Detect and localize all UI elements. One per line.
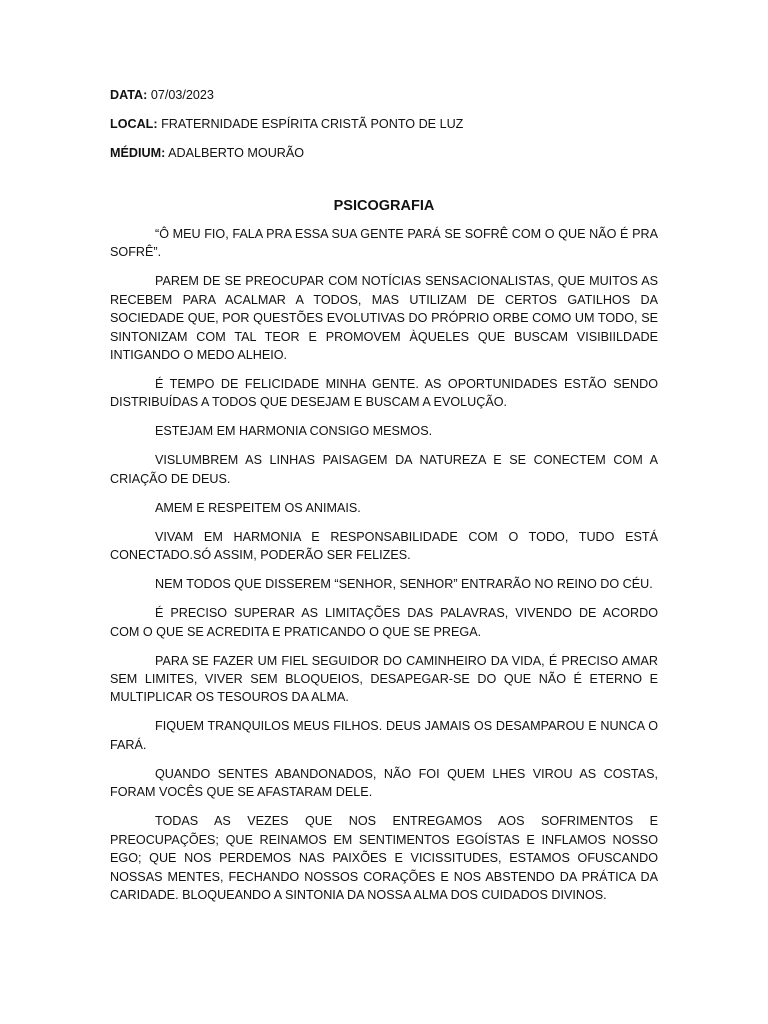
paragraph: “Ô MEU FIO, FALA PRA ESSA SUA GENTE PARÁ SE SOFRÊ COM O QUE NÃO É PRA SOFRÊ”. <box>110 227 658 260</box>
medium-label: MÉDIUM: <box>110 146 166 160</box>
paragraph: VIVAM EM HARMONIA E RESPONSABILIDADE COM O TODO, TUDO ESTÁ CONECTADO.SÓ ASSIM, PODERÃO SER FELIZES. <box>110 529 658 563</box>
medium-line <box>110 144 658 162</box>
paragraph: É PRECISO SUPERAR AS LIMITAÇÕES DAS PALAVRAS, VIVENDO DE ACORDO COM O QUE SE ACREDITA E PRATICANDO O QUE SE PREGA. <box>110 606 658 639</box>
paragraph: AMEM E RESPEITEM OS ANIMAIS. <box>155 500 361 515</box>
date-label: DATA: <box>110 88 148 102</box>
local-label: LOCAL: <box>110 117 158 131</box>
paragraph: PAREM DE SE PREOCUPAR COM NOTÍCIAS SENSACIONALISTAS, QUE MUITOS AS RECEBEM PARA ACALMAR A TODOS, MAS UTILIZAM DE CERTOS GATILHOS DA SOCIEDADE QUE, POR QUESTÕES EVOLUTIVAS DO PRÓPRIO ORBE COMO UM TODO, SE SINTONIZAM COM TAL TEOR E PROMOVEM ÀQUELES QUE BUSCAM VISIBIILDADE INTIGANDO O MEDO ALHEIO. <box>110 274 658 363</box>
paragraph: É TEMPO DE FELICIDADE MINHA GENTE. AS OPORTUNIDADES ESTÃO SENDO DISTRIBUÍDAS A TODOS QUE DESEJAM E BUSCAM A EVOLUÇÃO. <box>110 377 658 410</box>
date-line <box>110 86 658 104</box>
paragraph: TODAS AS VEZES QUE NOS ENTREGAMOS AOS SOFRIMENTOS E PREOCUPAÇÕES; QUE REINAMOS EM SENTIMENTOS EGOÍSTAS E INFLAMOS NOSSO EGO; QUE NOS PERDEMOS NAS PAIXÕES E VICISSITUDES, ESTAMOS OFUSCANDO NOSSAS MENTES, FECHANDO NOSSOS CORAÇÕES E NOS ABSTENDO DA PRÁTICA DA CARIDADE. BLOQUEANDO A SINTONIA DA NOSSA ALMA DOS CUIDADOS DIVINOS. <box>110 814 658 902</box>
paragraph: VISLUMBREM AS LINHAS PAISAGEM DA NATUREZA E SE CONECTEM COM A CRIAÇÃO DE DEUS. <box>110 453 658 486</box>
date-value: 07/03/2023 <box>150 88 214 102</box>
paragraph: ESTEJAM EM HARMONIA CONSIGO MESMOS. <box>155 424 433 439</box>
local-line <box>110 115 658 133</box>
paragraph: PARA SE FAZER UM FIEL SEGUIDOR DO CAMINHEIRO DA VIDA, É PRECISO AMAR SEM LIMITES, VIVER SEM BLOQUEIOS, DESAPEGAR-SE DO QUE NÃO É ETERNO E MULTIPLICAR OS TESOUROS DA ALMA. <box>110 653 658 705</box>
paragraph: FIQUEM TRANQUILOS MEUS FILHOS. DEUS JAMAIS OS DESAMPAROU E NUNCA O FARÁ. <box>110 719 658 752</box>
local-value: FRATERNIDADE ESPÍRITA CRISTÃ PONTO DE LUZ <box>161 117 464 131</box>
paragraph: QUANDO SENTES ABANDONADOS, NÃO FOI QUEM LHES VIROU AS COSTAS, FORAM VOCÊS QUE SE AFASTARAM DELE. <box>110 766 658 800</box>
paragraph: NEM TODOS QUE DISSEREM “SENHOR, SENHOR” ENTRARÃO NO REINO DO CÉU. <box>155 577 653 592</box>
document-title: PSICOGRAFIA <box>333 198 435 214</box>
document-page <box>110 86 658 915</box>
medium-value: ADALBERTO MOURÃO <box>168 146 305 160</box>
